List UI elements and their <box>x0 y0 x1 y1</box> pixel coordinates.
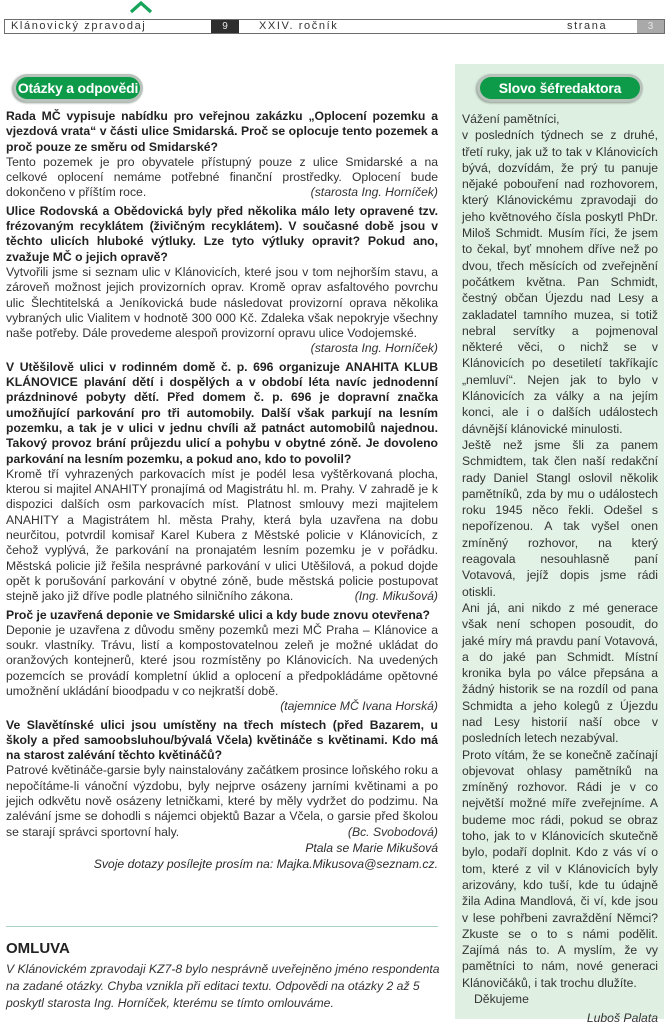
qa-article <box>6 106 438 873</box>
question-4: Proč je uzavřená deponie ve Smidarské ulici a kdy bude znovu otevřena? <box>6 607 430 622</box>
answer-2: Vytvořili jsme si seznam ulic v Klánovicích, které jsou v tom nejhorším stavu, a zároveň možnost jejich provizorních oprav. Kromě oprav asfaltového povrchu ulic Šlechtitelská a Jeníkovická bude následovat provizorní oprava několika vybraných ulic Vialitem v hodnotě 300 000 Kč. Zdaleka však nepokryje všechny naše potřeby. Dále provedeme alespoň provizorní opravu ulice Vodojemské. (starosta Ing. Horníček) <box>6 264 438 356</box>
page-header <box>4 19 665 34</box>
answer-4-signature: (tajemnice MČ Ivana Horská) <box>280 699 438 714</box>
question-3: V Utěšilově ulici v rodinném domě č. p. 696 organizuje ANAHITA KLUB KLÁNOVICE plavání dětí i dospělých a v období léta navíc jednodenní prázdninové pobyty dětí. Před domem č. p. 696 je dopravní značka umožňující parkování pro tři automobily. Další však parkují na lesním pozemku, a tak je v ulici v jednu chvíli až patnáct automobilů najednou. Takový provoz brání průjezdu ulicí a pohybu v obytné zóně. Je dovoleno parkování na lesním pozemku, a pokud ano, kdo to povolil? <box>6 359 438 466</box>
apology-text: V Klánovickém zpravodaji KZ7-8 bylo nesprávně uveřejněno jméno respondenta na zadané otázky. Chyba vznikla při editaci textu. Odpovědi na otázky 2 až 5 poskytl starosta Ing. Horníček, kterému se tímto omlouváme. <box>6 962 440 1010</box>
answer-3: Kromě tří vyhrazených parkovacích míst je podél lesa vyštěrkovaná plocha, kterou si majitel ANAHITY pronajímá od Magistrátu hl. m. Prahy. V zahradě je k dispozici dalších osm parkovacích míst. Platnost smlouvy mezi majitelem ANAHITY a Magistrátem hl. města Prahy, která byla uzavřena na dobu neurčitou, potvrdil komisař Karel Kubera z Městské policie v Klánovicích, z čehož vyplývá, že parkování na pronajatém lesním pozemku je v pořádku. Městská policie již řešila nesprávné parkování v ulici Utěšilová, a pokud dojde opět k porušování parkování v obytné zóně, bude městská policie postupovat stejně jako již dříve podle platného silničního zákona. (Ing. Mikušová) <box>6 466 438 604</box>
editorial-section-title: Slovo šéfredaktora <box>480 77 640 99</box>
editorial-paragraph: Ani já, ani nikdo z mé generace však není schopen posoudit, do jaké míry má pravdu paní Votavová, a do jaké pan Schmidt. Místní kronika byla po válce přepsána a žádný historik se na rozdíl od pana Schmidta a jeho kolegů z Újezdu nad Lesy historií naší obce v posledních letech nezabýval. <box>462 600 658 746</box>
editorial-paragraph: Proto vítám, že se konečně začínají objevovat ohlasy pamětníků na zmíněný rozhovor. Rádi je v co největší možné míře zveřejníme. A budeme moc rádi, pokud se obraz toho, jak to v Klánovicích skutečně bylo, podaří doplnit. Kdo z vás ví o tom, které z vil v Klánovicích byly arizovány, kdo tuší, kde tu údajně žila Adina Mandlová, či ví, kde jsou v lese pohřbeni zavraždění Němci? Zkuste se o to s námi podělit. Zajímá nás to. A myslím, že vy pamětníci to nám, nové generaci Klánovičáků, i tak trochu dlužíte. <box>462 747 658 990</box>
answer-5: Patrové květináče-garsie byly nainstalovány začátkem prosince loňského roku a nepočítáme-li vánoční výzdobu, byly nejprve osázeny jarními květinami a po jejich odkvětu nově osázeny letničkami, které by měly vydržet do podzimu. Na zalévání jsme se dohodli s nájemci objektů Bazar a Včela, o garsie před školou se starají správci sportovní haly. (Bc. Svobodová) <box>6 763 438 839</box>
question-2: Ulice Rodovská a Obědovická byly před několika málo lety opravené tzv. frézovaným recyklátem (živičným recyklátem). V současné době jsou v těchto ulicích hluboké výtluky. Lze tyto výtluky opravit? Pokud ano, zvažuje MČ o jejich opravě? <box>6 203 438 264</box>
editorial-paragraph: v posledních týdnech se z druhé, třetí ruky, jak už to tak v Klánovicích bývá, dozvídám, že prý tu panuje nějaké pobouření nad rozhovorem, který Klánovickému zpravodaji do jeho květnového čísla poskytl PhDr. Miloš Schmidt. Musím říci, že jsem to čekal, byť mnohem dříve než po dvou, třech měsících od zveřejnění počátkem května. Pan Schmidt, čestný občan Újezdu nad Lesy a zakladatel tamního muzea, si totiž nebral servítky a pojmenoval některé věci, o nichž se v Klánovicích po desetiletí takříkajíc „nemluví“. Nejen jak to bylo v Klánovicích za války a na jejím konci, ale i o dalších událostech dávnější klánovické minulosti. <box>462 128 658 436</box>
answer-4: Deponie je uzavřena z důvodu směny pozemků mezi MČ Praha – Klánovice a soukr. vlastníky. Trávu, listí a kompostovatelnou zeleň je možné ukládat do oranžových kontejnerů, které jsou rozmístěny po Klánovicích. Na uvedených pozemcích se provádí kompletní úklid a oplocení a předpokládáme opětovné umožnění ukládání bioodpadu v co nejkratší době. <box>6 622 438 698</box>
editorial-paragraph: Ještě než jsme šli za panem Schmidtem, tak člen naší redakční rady Daniel Stangl oslovil několik pamětníků, zda by mu o událostech roku 1945 něco řekli. Odešel s nepořízenou. A tak vyšel onen zmíněný rozhovor, na který reagovala nesouhlasně paní Votavová, jejíž dopis jsme rádi otiskli. <box>462 437 658 599</box>
volume-label: XXIV. ročník <box>259 20 339 32</box>
contact-note[interactable]: Svoje dotazy posílejte prosím na: Majka.Mikusova@seznam.cz. <box>93 857 438 872</box>
asked-by: Ptala se Marie Mikušová <box>305 840 438 855</box>
question-5: Ve Slavětínské ulici jsou umístěny na třech místech (před Bazarem, u školy a před samoobsluhou/bývalá Včela) květináče s květinami. Kdo má na starost zalévání těchto květináčů? <box>6 717 438 763</box>
editorial-article <box>462 111 658 1027</box>
page-label: strana <box>567 20 608 32</box>
editorial-greeting: Vážení pamětníci, <box>462 112 560 126</box>
qa-section-title: Otázky a odpovědi <box>16 77 140 99</box>
answer-1-signature: (starosta Ing. Horníček) <box>310 185 438 200</box>
answer-1: Tento pozemek je pro obyvatele přístupný pouze z ulice Smidarské a na celkové oplocení nemáme potřebné finanční prostředky. Oplocení bude dokončeno v příštím roce. (starosta Ing. Horníček) <box>6 154 438 200</box>
editorial-author: Luboš Palata <box>586 1011 658 1026</box>
section-divider <box>6 926 438 927</box>
issue-number: 9 <box>211 20 239 33</box>
chevron-up-icon[interactable] <box>129 0 153 14</box>
publication-title: Klánovický zpravodaj <box>11 20 147 32</box>
answer-2-signature: (starosta Ing. Horníček) <box>310 341 438 356</box>
apology-title: OMLUVA <box>6 940 70 957</box>
editorial-closing: Děkujeme <box>474 992 529 1007</box>
page-number: 3 <box>637 20 664 33</box>
answer-5-signature: (Bc. Svobodová) <box>347 824 438 839</box>
answer-3-signature: (Ing. Mikušová) <box>354 589 438 604</box>
question-1: Rada MČ vypisuje nabídku pro veřejnou zakázku „Oplocení pozemku a vjezdová vrata“ v části ulice Smidarská. Proč se oplocuje tento pozemek a proč pouze ze směru od Smidarské? <box>6 109 438 154</box>
